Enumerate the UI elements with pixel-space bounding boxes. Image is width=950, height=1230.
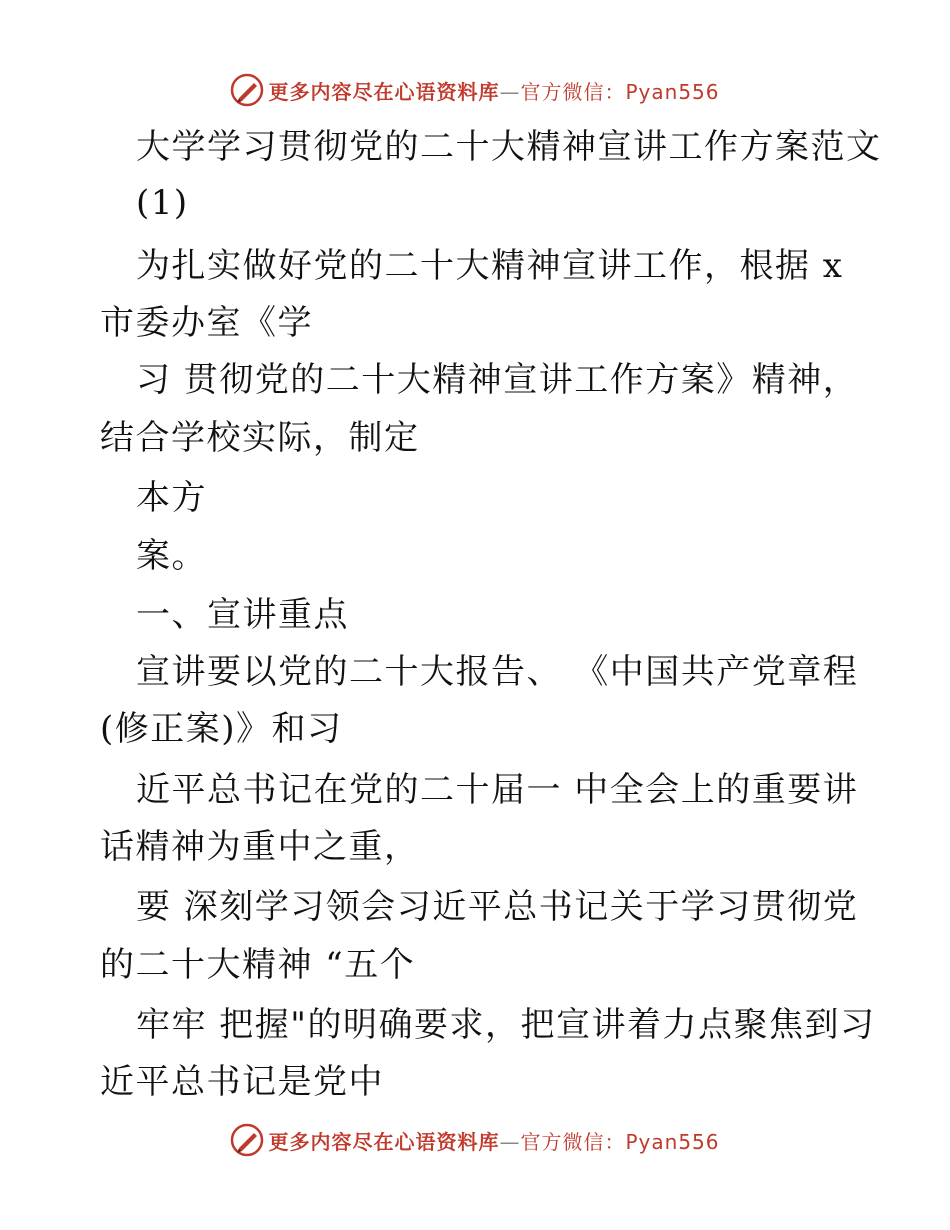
- pen-logo-icon: [230, 1123, 264, 1157]
- paragraph-line: 为扎实做好党的二十大精神宣讲工作，根据 x: [136, 246, 844, 286]
- doc-title-suffix: (1): [136, 183, 189, 223]
- paragraph-line: 案。: [136, 536, 207, 576]
- footer-banner: [0, 1120, 950, 1160]
- banner-main-text: 更多内容尽在心语资料库: [268, 79, 500, 104]
- paragraph-line: 宣讲要以党的二十大报告、 《中国共产党章程: [136, 652, 859, 692]
- pen-logo-icon: [230, 73, 264, 107]
- paragraph-line: 习 贯彻党的二十大精神宣讲工作方案》精神，: [136, 360, 859, 400]
- banner-separator: —: [499, 1129, 521, 1154]
- paragraph-line: 结合学校实际，制定: [100, 418, 420, 458]
- banner-wechat-id: Pyan556: [625, 79, 720, 104]
- banner-main-text: 更多内容尽在心语资料库: [268, 1129, 500, 1154]
- section-heading: 一、宣讲重点: [136, 595, 349, 635]
- banner-wechat-label: 官方微信：: [520, 79, 626, 104]
- paragraph-line: 话精神为重中之重，: [100, 827, 420, 867]
- banner-text: [268, 1126, 719, 1155]
- paragraph-line: 本方: [136, 478, 207, 518]
- paragraph-line: 的二十大精神 “五个: [100, 945, 416, 985]
- paragraph-line: 要 深刻学习领会习近平总书记关于学习贯彻党: [136, 887, 859, 927]
- paragraph-line: 近平总书记是党中: [100, 1062, 384, 1102]
- banner-wechat-id: Pyan556: [625, 1129, 720, 1154]
- paragraph-line: (修正案)》和习: [100, 709, 343, 749]
- paragraph-line: 牢牢 把握"的明确要求，把宣讲着力点聚焦到习: [136, 1005, 876, 1045]
- banner-separator: —: [499, 79, 521, 104]
- banner-wechat-label: 官方微信：: [520, 1129, 626, 1154]
- paragraph-line: 近平总书记在党的二十届一 中全会上的重要讲: [136, 770, 859, 810]
- paragraph-line: 市委办室《学: [100, 303, 313, 343]
- doc-title: 大学学习贯彻党的二十大精神宣讲工作方案范文: [136, 127, 882, 167]
- header-banner: [0, 70, 950, 110]
- banner-text: [268, 76, 719, 105]
